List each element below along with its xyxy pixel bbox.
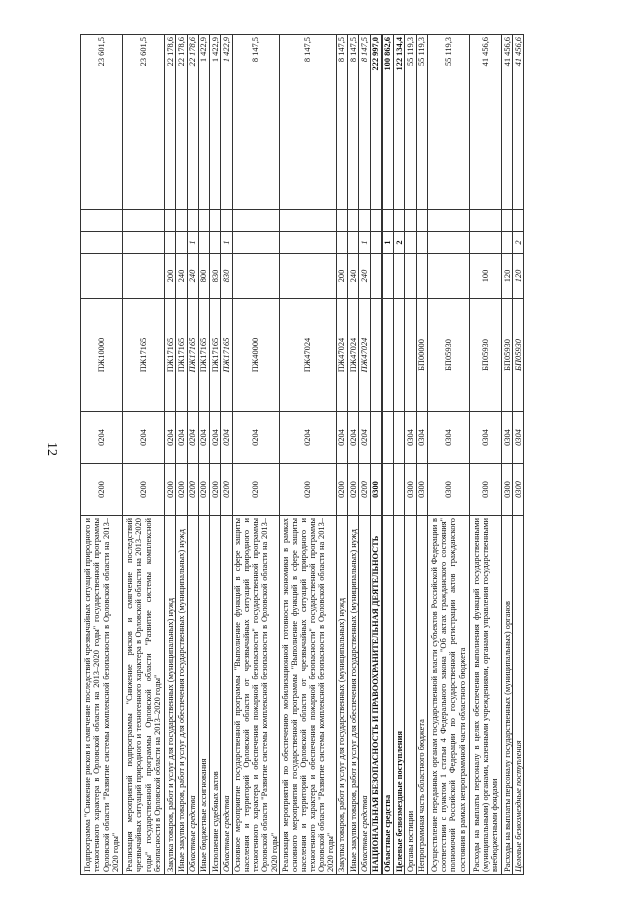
subsection-code-cell: 0304 [513, 412, 524, 464]
target-article-cell [405, 299, 416, 412]
table-row [427, 35, 469, 875]
row-name-cell: Непрограммная часть областного бюджета [416, 516, 427, 875]
funding-source-cell: 1 [382, 232, 394, 254]
expense-type-cell [382, 254, 394, 299]
target-article-cell: БП00000 [416, 299, 427, 412]
table-row [165, 35, 176, 875]
row-name-cell: Основное мероприятие государственной программы "Выполнение функций в сфере защиты населения и территорий Орловской области от чрезвычайных ситуаций природного и техногенного характера и обеспечения пожарной безопасности" государственной программы Орловской области "Развитие системы комплексной безопасности в Орловской области на 2013–2020 годы" [232, 516, 280, 875]
expense-type-cell: 830 [210, 254, 221, 299]
expense-type-cell [405, 254, 416, 299]
amount-cell: 1 422,9 [198, 35, 209, 210]
row-name-cell: Закупка товаров, работ и услуг для государственных (муниципальных) нужд [336, 516, 347, 875]
expense-type-cell: 830 [221, 254, 232, 299]
extra-code-cell [165, 210, 176, 232]
funding-source-cell [232, 232, 280, 254]
expense-type-cell: 800 [198, 254, 209, 299]
expense-type-cell: 120 [501, 254, 512, 299]
target-article-cell: ПЖ40000 [232, 299, 280, 412]
extra-code-cell [221, 210, 232, 232]
funding-source-cell: 1 [221, 232, 232, 254]
amount-cell: 22 178,6 [165, 35, 176, 210]
section-code-cell: 0200 [359, 464, 370, 516]
amount-cell: 8 147,5 [232, 35, 280, 210]
row-name-cell: НАЦИОНАЛЬНАЯ БЕЗОПАСНОСТЬ И ПРАВООХРАНИТЕЛЬНАЯ ДЕЯТЕЛЬНОСТЬ [370, 516, 382, 875]
subsection-code-cell: 0204 [232, 412, 280, 464]
amount-cell: 41 456,6 [501, 35, 512, 210]
funding-source-cell [336, 232, 347, 254]
amount-cell: 22 178,6 [187, 35, 198, 210]
row-name-cell: Реализация мероприятий подпрограммы "Снижение рисков и смягчение последствий чрезвычайных ситуаций природного и техногенного характера в Орловской области на 2013–2020 годы" государственной программы Орловской области "Развитие системы комплексной безопасности в Орловской области на 2013–2020 годы" [123, 516, 165, 875]
table-row [232, 35, 280, 875]
extra-code-cell [187, 210, 198, 232]
extra-code-cell [176, 210, 187, 232]
extra-code-cell [336, 210, 347, 232]
table-row [210, 35, 221, 875]
row-name-cell: Иные бюджетные ассигнования [198, 516, 209, 875]
subsection-code-cell [382, 412, 394, 464]
extra-code-cell [198, 210, 209, 232]
funding-source-cell: 2 [513, 232, 524, 254]
target-article-cell [382, 299, 394, 412]
subsection-code-cell: 0304 [416, 412, 427, 464]
table-row [187, 35, 198, 875]
amount-cell: 8 147,5 [336, 35, 347, 210]
table-row [469, 35, 501, 875]
amount-cell: 1 422,9 [210, 35, 221, 210]
subsection-code-cell: 0204 [123, 412, 165, 464]
target-article-cell [370, 299, 382, 412]
table-row [501, 35, 512, 875]
target-article-cell: ПЖ17165 [210, 299, 221, 412]
section-code-cell: 0300 [501, 464, 512, 516]
extra-code-cell [394, 210, 405, 232]
subsection-code-cell: 0204 [198, 412, 209, 464]
table-row [280, 35, 337, 875]
table-row [370, 35, 382, 875]
subsection-code-cell: 0204 [165, 412, 176, 464]
section-code-cell: 0200 [81, 464, 123, 516]
extra-code-cell [382, 210, 394, 232]
expense-type-cell [427, 254, 469, 299]
row-name-cell: Подпрограмма "Снижение рисков и смягчение последствий чрезвычайных ситуаций природного и техногенного характера в Орловской области на 2013–2020 годы" государственной программы Орловской области "Развитие системы комплексной безопасности в Орловской области на 2013–2020 годы" [81, 516, 123, 875]
subsection-code-cell: 0204 [187, 412, 198, 464]
amount-cell: 23 601,5 [81, 35, 123, 210]
expense-type-cell [123, 254, 165, 299]
funding-source-cell: 2 [394, 232, 405, 254]
extra-code-cell [232, 210, 280, 232]
extra-code-cell [210, 210, 221, 232]
target-article-cell: ПЖ17165 [187, 299, 198, 412]
subsection-code-cell: 0304 [405, 412, 416, 464]
subsection-code-cell: 0204 [348, 412, 359, 464]
target-article-cell: ПЖ47024 [359, 299, 370, 412]
section-code-cell: 0300 [513, 464, 524, 516]
extra-code-cell [405, 210, 416, 232]
expense-type-cell [416, 254, 427, 299]
amount-cell: 222 997,0 [370, 35, 382, 210]
row-name-cell: Целевые безвозмездные поступления [394, 516, 405, 875]
amount-cell: 1 422,9 [221, 35, 232, 210]
table-row [416, 35, 427, 875]
section-code-cell [382, 464, 394, 516]
section-code-cell: 0200 [176, 464, 187, 516]
page-number: 12 [44, 442, 59, 456]
subsection-code-cell: 0304 [427, 412, 469, 464]
table-row [382, 35, 394, 875]
funding-source-cell [123, 232, 165, 254]
funding-source-cell [198, 232, 209, 254]
amount-cell: 8 147,5 [280, 35, 337, 210]
funding-source-cell [370, 232, 382, 254]
expense-type-cell [280, 254, 337, 299]
section-code-cell: 0200 [280, 464, 337, 516]
expense-type-cell [394, 254, 405, 299]
extra-code-cell [348, 210, 359, 232]
table-row [359, 35, 370, 875]
budget-table [80, 34, 524, 875]
subsection-code-cell: 0204 [221, 412, 232, 464]
expense-type-cell: 240 [359, 254, 370, 299]
table-row [176, 35, 187, 875]
subsection-code-cell: 0204 [210, 412, 221, 464]
row-name-cell: Целевые безвозмездные поступления [513, 516, 524, 875]
row-name-cell: Расходы на выплаты персоналу государственных (муниципальных) органов [501, 516, 512, 875]
amount-cell: 8 147,5 [348, 35, 359, 210]
section-code-cell: 0200 [123, 464, 165, 516]
subsection-code-cell: 0204 [280, 412, 337, 464]
section-code-cell [394, 464, 405, 516]
expense-type-cell [370, 254, 382, 299]
table-row [221, 35, 232, 875]
section-code-cell: 0200 [221, 464, 232, 516]
section-code-cell: 0200 [336, 464, 347, 516]
subsection-code-cell: 0204 [176, 412, 187, 464]
funding-source-cell [348, 232, 359, 254]
section-code-cell: 0200 [232, 464, 280, 516]
amount-cell: 41 456,6 [469, 35, 501, 210]
subsection-code-cell: 0204 [359, 412, 370, 464]
funding-source-cell [165, 232, 176, 254]
subsection-code-cell [370, 412, 382, 464]
row-name-cell: Исполнение судебных актов [210, 516, 221, 875]
amount-cell: 55 119,3 [416, 35, 427, 210]
amount-cell: 23 601,5 [123, 35, 165, 210]
funding-source-cell [280, 232, 337, 254]
expense-type-cell: 120 [513, 254, 524, 299]
row-name-cell: Расходы на выплаты персоналу в целях обеспечения выполнения функций государственными (муниципальными) органами, казенными учреждениями, органами управления государственными внебюджетными фондами [469, 516, 501, 875]
section-code-cell: 0200 [348, 464, 359, 516]
funding-source-cell [501, 232, 512, 254]
extra-code-cell [416, 210, 427, 232]
target-article-cell: БП05930 [501, 299, 512, 412]
subsection-code-cell [394, 412, 405, 464]
table-row [513, 35, 524, 875]
target-article-cell: ПЖ47024 [280, 299, 337, 412]
row-name-cell: Осуществление переданных органам государственной власти субъектов Российской Федерации в соответствии с пунктом 1 статьи 4 Федерального закона "Об актах гражданского состояния" полномочий Российской Федерации по государственной регистрации актов гражданского состояния в рамках непрограммной части областного бюджета [427, 516, 469, 875]
expense-type-cell: 200 [336, 254, 347, 299]
target-article-cell: ПЖ17165 [123, 299, 165, 412]
expense-type-cell [81, 254, 123, 299]
subsection-code-cell: 0304 [469, 412, 501, 464]
table-body [81, 35, 524, 875]
extra-code-cell [370, 210, 382, 232]
funding-source-cell [469, 232, 501, 254]
target-article-cell: БП05930 [469, 299, 501, 412]
funding-source-cell [416, 232, 427, 254]
section-code-cell: 0200 [210, 464, 221, 516]
expense-type-cell: 200 [165, 254, 176, 299]
row-name-cell: Областные средства [382, 516, 394, 875]
table-row [348, 35, 359, 875]
extra-code-cell [81, 210, 123, 232]
table-row [81, 35, 123, 875]
expense-type-cell: 100 [469, 254, 501, 299]
funding-source-cell [81, 232, 123, 254]
target-article-cell: ПЖ17165 [221, 299, 232, 412]
funding-source-cell [405, 232, 416, 254]
row-name-cell: Иные закупки товаров, работ и услуг для обеспечения государственных (муниципальных) нужд [348, 516, 359, 875]
funding-source-cell: 1 [359, 232, 370, 254]
row-name-cell: Закупка товаров, работ и услуг для государственных (муниципальных) нужд [165, 516, 176, 875]
section-code-cell: 0300 [427, 464, 469, 516]
amount-cell: 22 178,6 [176, 35, 187, 210]
amount-cell: 100 862,6 [382, 35, 394, 210]
expense-type-cell: 240 [348, 254, 359, 299]
row-name-cell: Областные средства [187, 516, 198, 875]
extra-code-cell [427, 210, 469, 232]
table-row [394, 35, 405, 875]
section-code-cell: 0300 [405, 464, 416, 516]
target-article-cell: ПЖ47024 [348, 299, 359, 412]
expense-type-cell: 240 [176, 254, 187, 299]
subsection-code-cell: 0204 [81, 412, 123, 464]
extra-code-cell [513, 210, 524, 232]
target-article-cell: БП05930 [513, 299, 524, 412]
subsection-code-cell: 0204 [336, 412, 347, 464]
table-row [336, 35, 347, 875]
row-name-cell: Иные закупки товаров, работ и услуг для обеспечения государственных (муниципальных) нужд [176, 516, 187, 875]
amount-cell: 55 119,3 [405, 35, 416, 210]
amount-cell: 55 119,3 [427, 35, 469, 210]
funding-source-cell [427, 232, 469, 254]
section-code-cell: 0200 [165, 464, 176, 516]
target-article-cell [394, 299, 405, 412]
target-article-cell: БП05930 [427, 299, 469, 412]
amount-cell: 41 456,6 [513, 35, 524, 210]
expense-type-cell [232, 254, 280, 299]
amount-cell: 8 147,5 [359, 35, 370, 210]
funding-source-cell [176, 232, 187, 254]
expense-type-cell: 240 [187, 254, 198, 299]
table-row [405, 35, 416, 875]
section-code-cell: 0300 [469, 464, 501, 516]
row-name-cell: Областные средства [221, 516, 232, 875]
target-article-cell: ПЖ17165 [198, 299, 209, 412]
row-name-cell: Органы юстиции [405, 516, 416, 875]
target-article-cell: ПЖ17165 [176, 299, 187, 412]
extra-code-cell [501, 210, 512, 232]
row-name-cell: Реализация мероприятий по обеспечению мобилизационной готовности экономики в рамках основного мероприятия государственной программы "Выполнение функций в сфере защиты населения и территорий Орловской области от чрезвычайных ситуаций природного и техногенного характера и обеспечения пожарной безопасности" государственной программы Орловской области "Развитие системы комплексной безопасности в Орловской области на 2013–2020 годы" [280, 516, 337, 875]
extra-code-cell [359, 210, 370, 232]
rotated-page-content [80, 35, 605, 875]
extra-code-cell [280, 210, 337, 232]
table-row [198, 35, 209, 875]
subsection-code-cell: 0304 [501, 412, 512, 464]
section-code-cell: 0300 [416, 464, 427, 516]
row-name-cell: Областные средства [359, 516, 370, 875]
amount-cell: 122 134,4 [394, 35, 405, 210]
target-article-cell: ПЖ47024 [336, 299, 347, 412]
extra-code-cell [123, 210, 165, 232]
section-code-cell: 0200 [187, 464, 198, 516]
target-article-cell: ПЖ10000 [81, 299, 123, 412]
section-code-cell: 0300 [370, 464, 382, 516]
funding-source-cell: 1 [187, 232, 198, 254]
funding-source-cell [210, 232, 221, 254]
extra-code-cell [469, 210, 501, 232]
table-row [123, 35, 165, 875]
target-article-cell: ПЖ17165 [165, 299, 176, 412]
section-code-cell: 0200 [198, 464, 209, 516]
